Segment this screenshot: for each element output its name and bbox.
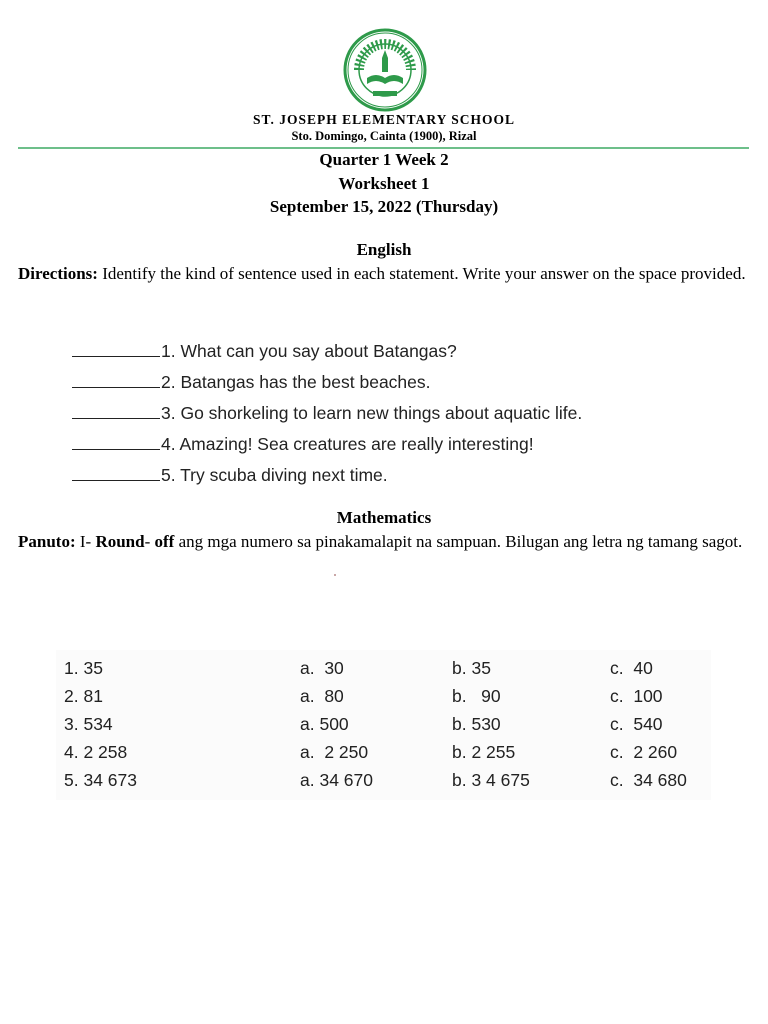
directions-text: Identify the kind of sentence used in each statement. Write your answer on the space provided. <box>97 264 746 283</box>
choice-a[interactable]: a. 2 250 <box>300 742 369 762</box>
choice-a[interactable]: a. 30 <box>300 658 344 678</box>
list-item: 4. Amazing! Sea creatures are really interesting! <box>72 429 582 460</box>
english-heading: English <box>356 240 412 259</box>
panuto-label: Panuto: <box>18 532 76 551</box>
answer-blank[interactable] <box>72 367 160 388</box>
list-item: 2. Batangas has the best beaches. <box>72 367 582 398</box>
question-number: 3. 534 <box>64 714 113 734</box>
english-items-list <box>72 336 582 491</box>
english-directions <box>18 262 750 285</box>
answer-blank[interactable] <box>72 460 160 481</box>
header-divider <box>18 147 749 149</box>
worksheet-title: Worksheet 1 <box>338 174 430 193</box>
math-heading: Mathematics <box>336 508 432 527</box>
answer-blank[interactable] <box>72 429 160 450</box>
table-row <box>56 706 711 734</box>
quarter-title: Quarter 1 Week 2 <box>319 150 449 169</box>
school-seal-logo <box>343 28 427 112</box>
date-title: September 15, 2022 (Thursday) <box>269 197 499 216</box>
table-row <box>56 678 711 706</box>
choice-b[interactable]: b. 530 <box>452 714 501 734</box>
choice-a[interactable]: a. 80 <box>300 686 344 706</box>
question-number: 1. 35 <box>64 658 103 678</box>
table-row <box>56 734 711 762</box>
list-item: 5. Try scuba diving next time. <box>72 460 582 491</box>
list-item: 1. What can you say about Batangas? <box>72 336 582 367</box>
choice-c[interactable]: c. 540 <box>610 714 663 734</box>
choice-c[interactable]: c. 100 <box>610 686 663 706</box>
choice-c[interactable]: c. 40 <box>610 658 653 678</box>
choice-a[interactable]: a. 500 <box>300 714 349 734</box>
choice-a[interactable]: a. 34 670 <box>300 770 373 790</box>
table-row <box>56 650 711 678</box>
question-number: 5. 34 673 <box>64 770 137 790</box>
scan-speck <box>334 574 336 576</box>
list-item: 3. Go shorkeling to learn new things about aquatic life. <box>72 398 582 429</box>
choice-c[interactable]: c. 34 680 <box>610 770 687 790</box>
math-instructions: Panuto: I- Round- off ang mga numero sa pinakamalapit na sampuan. Bilugan ang letra ng tamang sagot. <box>18 532 743 551</box>
answer-blank[interactable] <box>72 398 160 419</box>
question-number: 2. 81 <box>64 686 103 706</box>
choice-b[interactable]: b. 3 4 675 <box>452 770 530 790</box>
choice-b[interactable]: b. 2 255 <box>452 742 516 762</box>
choice-c[interactable]: c. 2 260 <box>610 742 678 762</box>
choice-b[interactable]: b. 35 <box>452 658 491 678</box>
question-number: 4. 2 258 <box>64 742 128 762</box>
answer-blank[interactable] <box>72 336 160 357</box>
school-name: ST. JOSEPH ELEMENTARY SCHOOL <box>252 112 516 127</box>
math-choices-table <box>56 650 711 800</box>
school-address: Sto. Domingo, Cainta (1900), Rizal <box>291 129 477 143</box>
directions-label: Directions: <box>18 264 98 283</box>
choice-b[interactable]: b. 90 <box>452 686 501 706</box>
table-row <box>56 762 711 790</box>
